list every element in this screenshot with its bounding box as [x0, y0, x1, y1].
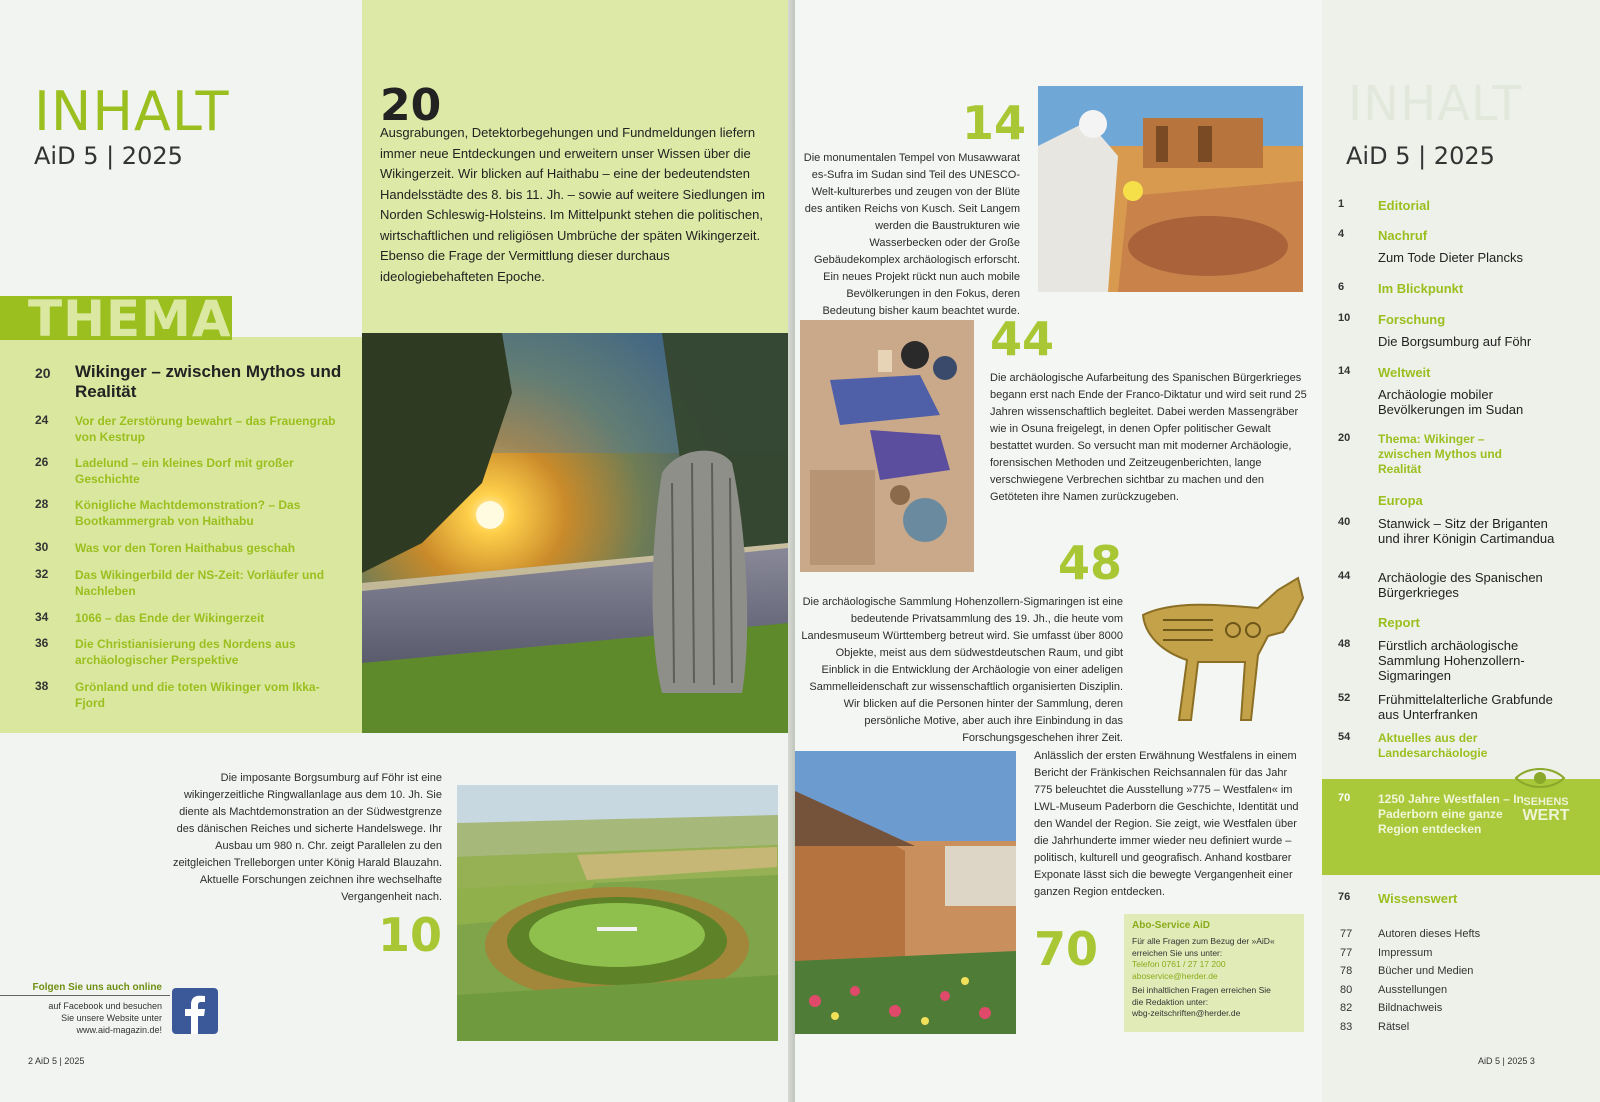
- sudan-photo: [1038, 86, 1303, 292]
- social-line: auf Facebook und besuchen: [48, 1001, 162, 1011]
- thema-item-title: Ladelund – ein kleines Dorf mit großer Geschichte: [75, 456, 294, 486]
- issue-label-right: AiD 5 | 2025: [1346, 142, 1495, 170]
- abo-text: [1132, 936, 1300, 1020]
- toc-category: Aktuelles aus der Landesarchäologie: [1378, 731, 1488, 760]
- thema-item-number: 30: [35, 540, 49, 554]
- toc-category: Europa: [1378, 493, 1423, 508]
- toc-item[interactable]: [1338, 570, 1568, 604]
- toc-number: 77: [1340, 928, 1353, 940]
- toc-number: 44: [1338, 570, 1351, 582]
- toc-number: 54: [1338, 731, 1351, 743]
- toc-number: 4: [1338, 228, 1345, 240]
- toc-section: [1338, 615, 1568, 633]
- article10-number: 10: [378, 908, 443, 962]
- toc-number: 1: [1338, 198, 1345, 210]
- toc-item[interactable]: [1338, 432, 1568, 480]
- small-toc-item[interactable]: [1340, 947, 1560, 959]
- toc-category: 1250 Jahre Westfalen – In Paderborn eine ganze Region entdecken: [1378, 792, 1524, 836]
- social-text: [0, 1000, 162, 1036]
- article14-number: 14: [962, 96, 1027, 150]
- article10-text: Die imposante Borgsumburg auf Föhr ist eine wikingerzeitliche Ringwallanlage aus dem 10. Jh. Sie diente als Machtdemonstration an der Südwestgrenze des dänischen Reiches und sicherte Handelswege. Ihr Ausbau um 980 n. Chr. zeigt Parallelen zu den zeitgleichen Trelleborgen unter König Harald Blauzahn. Aktuelle Forschungen zeichnen ihre wechselhafte Vergangenheit nach.: [172, 772, 442, 903]
- editorial-email[interactable]: wbg-zeitschriften@herder.de: [1132, 1008, 1241, 1018]
- abo-title: Abo-Service AiD: [1132, 920, 1210, 931]
- thema-item-title: Königliche Machtdemonstration? – Das Bootkammergrab von Haithabu: [75, 498, 301, 528]
- small-toc-item[interactable]: [1340, 928, 1560, 940]
- social-heading: Folgen Sie uns auch online: [32, 982, 162, 993]
- feature-number: 20: [380, 80, 442, 131]
- article48-number: 48: [1058, 536, 1123, 590]
- feature-text: Ausgrabungen, Detektorbegehungen und Fundmeldungen liefern immer neue Entdeckungen und erweitern unser Wissen über die Wikingerzeit. Wir blicken auf Haithabu – eine der bedeutendsten Handelsstädte des 8. bis 11. Jh. – sowie auf weitere Siedlungen im Norden Schleswig-Holsteins. Im Mittelpunkt stehen die politischen, wirtschaftlichen und religiösen Umbrüche der späten Wikingerzeit. Ebenso die Frage der Vermittlung dieser durchaus ideologiebehafteten Epoche.: [380, 125, 765, 284]
- badge-line: WERT: [1522, 807, 1570, 824]
- toc-title: Zum Tode Dieter Plancks: [1378, 250, 1523, 265]
- toc-item[interactable]: [1338, 516, 1568, 566]
- social-line: Sie unsere Website unter: [61, 1013, 162, 1023]
- toc-item[interactable]: [1338, 312, 1568, 352]
- toc-category: Forschung: [1378, 312, 1446, 327]
- article44-text: Die archäologische Aufarbeitung des Spanischen Bürgerkrieges begann erst nach Ende der Franco-Diktatur und wird seit rund 25 Jahren wissenschaftlich begleitet. Dabei werden Massengräber wie in Osuna freigelegt, in denen Opfer politischer Gewalt bestattet wurden. So versucht man mit moderner Archäologie, forensischen Methoden und Zeitzeugenberichten, lange verschwiegene Verbrechen sichtbar zu machen und den Getöteten ihre Namen zurückzugeben.: [990, 372, 1307, 503]
- issue-label: AiD 5 | 2025: [34, 142, 183, 170]
- excavation-photo: [800, 320, 974, 572]
- abo-email[interactable]: aboservice@herder.de: [1132, 970, 1218, 981]
- toc-number: 48: [1338, 638, 1351, 650]
- toc-category: Weltweit: [1378, 365, 1431, 380]
- article70-text: Anlässlich der ersten Erwähnung Westfalens in einem Bericht der Fränkischen Reichsannalen für das Jahr 775 beleuchtet die Ausstellung »775 – Westfalen« im LWL-Museum Paderborn die Geschichte, Identität und den Wandel der Region. Sie zeigt, wie Westfalen über die Jahrhunderte immer wieder neu definiert wurde – politisch, kulturell und geografisch. Anhand kostbarer Exponate lässt sich die bewegte Vergangenheit einer ganzen Region entdecken.: [1034, 750, 1299, 898]
- toc-section: [1338, 493, 1568, 511]
- toc-category: Report: [1378, 615, 1420, 630]
- toc-title: Fürstlich archäologische Sammlung Hohenzollern-Sigmaringen: [1378, 638, 1525, 683]
- toc-title: Impressum: [1378, 947, 1433, 959]
- facebook-icon[interactable]: [172, 988, 218, 1034]
- article70-number: 70: [1034, 922, 1099, 976]
- toc-number: 6: [1338, 281, 1345, 293]
- small-toc-item[interactable]: [1340, 984, 1560, 996]
- toc-item[interactable]: [1338, 692, 1568, 726]
- inhalt-title: INHALT: [34, 80, 230, 143]
- toc-category: Im Blickpunkt: [1378, 281, 1464, 296]
- thema-item-number: 36: [35, 636, 49, 650]
- thema-item-number: 34: [35, 610, 49, 624]
- toc-category: Thema: Wikinger – zwischen Mythos und Realität: [1378, 432, 1503, 476]
- toc-title: Archäologie des Spanischen Bürgerkrieges: [1378, 570, 1543, 600]
- paderborn-photo: [795, 751, 1016, 1034]
- toc-item[interactable]: [1338, 228, 1568, 268]
- toc-title: Die Borgsumburg auf Föhr: [1378, 334, 1532, 349]
- thema-item-number: 24: [35, 413, 49, 427]
- toc-item[interactable]: [1338, 731, 1568, 765]
- toc-number: 52: [1338, 692, 1351, 704]
- horse-brooch-photo: [1133, 570, 1313, 725]
- thema-item-title: 1066 – das Ende der Wikingerzeit: [75, 611, 265, 625]
- abo-line: erreichen Sie uns unter:: [1132, 947, 1223, 958]
- toc-number: 83: [1340, 1021, 1353, 1033]
- toc-title: Stanwick – Sitz der Briganten und ihrer Königin Cartimandua: [1378, 516, 1555, 546]
- thema-item-number: 28: [35, 497, 49, 511]
- borgsumburg-photo: [457, 785, 778, 1041]
- article44-number: 44: [990, 312, 1055, 366]
- small-toc-item[interactable]: [1340, 1021, 1560, 1033]
- badge-line: SEHENS: [1523, 796, 1569, 808]
- left-footer: 2 AiD 5 | 2025: [28, 1056, 85, 1066]
- thema-item-title: Wikinger – zwischen Mythos und Realität: [75, 362, 342, 401]
- toc-number: 78: [1340, 965, 1353, 977]
- abo-phone[interactable]: Telefon 0761 / 27 17 200: [1132, 959, 1226, 969]
- thema-item-title: Was vor den Toren Haithabus geschah: [75, 541, 296, 555]
- toc-title: Bücher und Medien: [1378, 965, 1474, 977]
- right-footer: AiD 5 | 2025 3: [1478, 1056, 1535, 1066]
- eye-icon: [1512, 766, 1568, 790]
- toc-item[interactable]: [1338, 638, 1568, 688]
- toc-title: Ausstellungen: [1378, 984, 1448, 996]
- toc-number: 80: [1340, 984, 1353, 996]
- thema-item-title: Vor der Zerstörung bewahrt – das Frauengrab von Kestrup: [75, 414, 336, 444]
- toc-item[interactable]: [1338, 198, 1568, 218]
- toc-number: 40: [1338, 516, 1351, 528]
- toc-number: 82: [1340, 1002, 1353, 1014]
- thema-item-title: Die Christianisierung des Nordens aus archäologischer Perspektive: [75, 637, 296, 667]
- toc-category: Wissenswert: [1378, 891, 1458, 906]
- toc-item[interactable]: [1338, 891, 1568, 911]
- thema-item-number: 32: [35, 567, 49, 581]
- toc-number: 77: [1340, 947, 1353, 959]
- small-toc-item[interactable]: [1340, 1002, 1560, 1014]
- thema-item-number: 38: [35, 679, 49, 693]
- toc-number: 76: [1338, 891, 1351, 903]
- thema-item-number: 26: [35, 455, 49, 469]
- thema-item-title: Grönland und die toten Wikinger vom Ikka-Fjord: [75, 680, 320, 710]
- toc-number: 10: [1338, 312, 1351, 324]
- inhalt-title-right: INHALT: [1348, 76, 1523, 132]
- social-website[interactable]: www.aid-magazin.de!: [76, 1025, 162, 1035]
- abo-line: Bei inhaltlichen Fragen erreichen Sie: [1132, 985, 1271, 995]
- toc-category: Editorial: [1378, 198, 1431, 213]
- runestone-photo: [362, 333, 788, 733]
- toc-item[interactable]: [1338, 365, 1568, 420]
- sehenswert-badge: [1516, 795, 1576, 823]
- toc-title: Autoren dieses Hefts: [1378, 928, 1481, 940]
- toc-category: Nachruf: [1378, 228, 1428, 243]
- toc-number: 20: [1338, 432, 1351, 444]
- toc-item[interactable]: [1338, 281, 1568, 301]
- thema-item-number: 20: [35, 365, 51, 381]
- small-toc-item[interactable]: [1340, 965, 1560, 977]
- article48-text: Die archäologische Sammlung Hohenzollern-Sigmaringen ist eine bedeutende Privatsammlung des 19. Jh., die heute vom Landesmuseum Württemberg betreut wird. Sie umfasst über 8000 Objekte, meist aus dem südwestdeutschen Raum, und gibt Einblick in die Entwicklung der Archäologie von einer adeligen Sammelleidenschaft zur wissenschaftlich organisierten Disziplin. Wir blicken auf die Personen hinter der Sammlung, deren persönliche Motive, aber auch ihre Einbindung in das Forschungsgeschehen ihrer Zeit.: [801, 596, 1123, 744]
- toc-title: Bildnachweis: [1378, 1002, 1443, 1014]
- toc-title: Rätsel: [1378, 1021, 1410, 1033]
- toc-number: 70: [1338, 792, 1351, 804]
- social-divider: [0, 995, 170, 996]
- thema-item-title: Das Wikingerbild der NS-Zeit: Vorläufer und Nachleben: [75, 568, 325, 598]
- article14-text: Die monumentalen Tempel von Musawwarat es-Sufra im Sudan sind Teil des UNESCO-Welt-kulturerbes und zeugen von der Blüte des antiken Reichs von Kusch. Seit Langem werden die Baustrukturen wie Wasserbecken oder der Große Gebäudekomplex archäologisch erforscht. Ein neues Projekt rückt nun auch mobile Bevölkerungen in den Fokus, deren Bedeutung bisher kaum beachtet wurde.: [803, 152, 1020, 317]
- toc-number: 14: [1338, 365, 1351, 377]
- toc-title: Archäologie mobiler Bevölkerungen im Sudan: [1378, 387, 1524, 417]
- toc-title: Frühmittelalterliche Grabfunde aus Unterfranken: [1378, 692, 1553, 722]
- abo-line: Für alle Fragen zum Bezug der »AiD«: [1132, 936, 1275, 946]
- thema-label: THEMA: [28, 290, 232, 348]
- abo-line: die Redaktion unter:: [1132, 996, 1209, 1007]
